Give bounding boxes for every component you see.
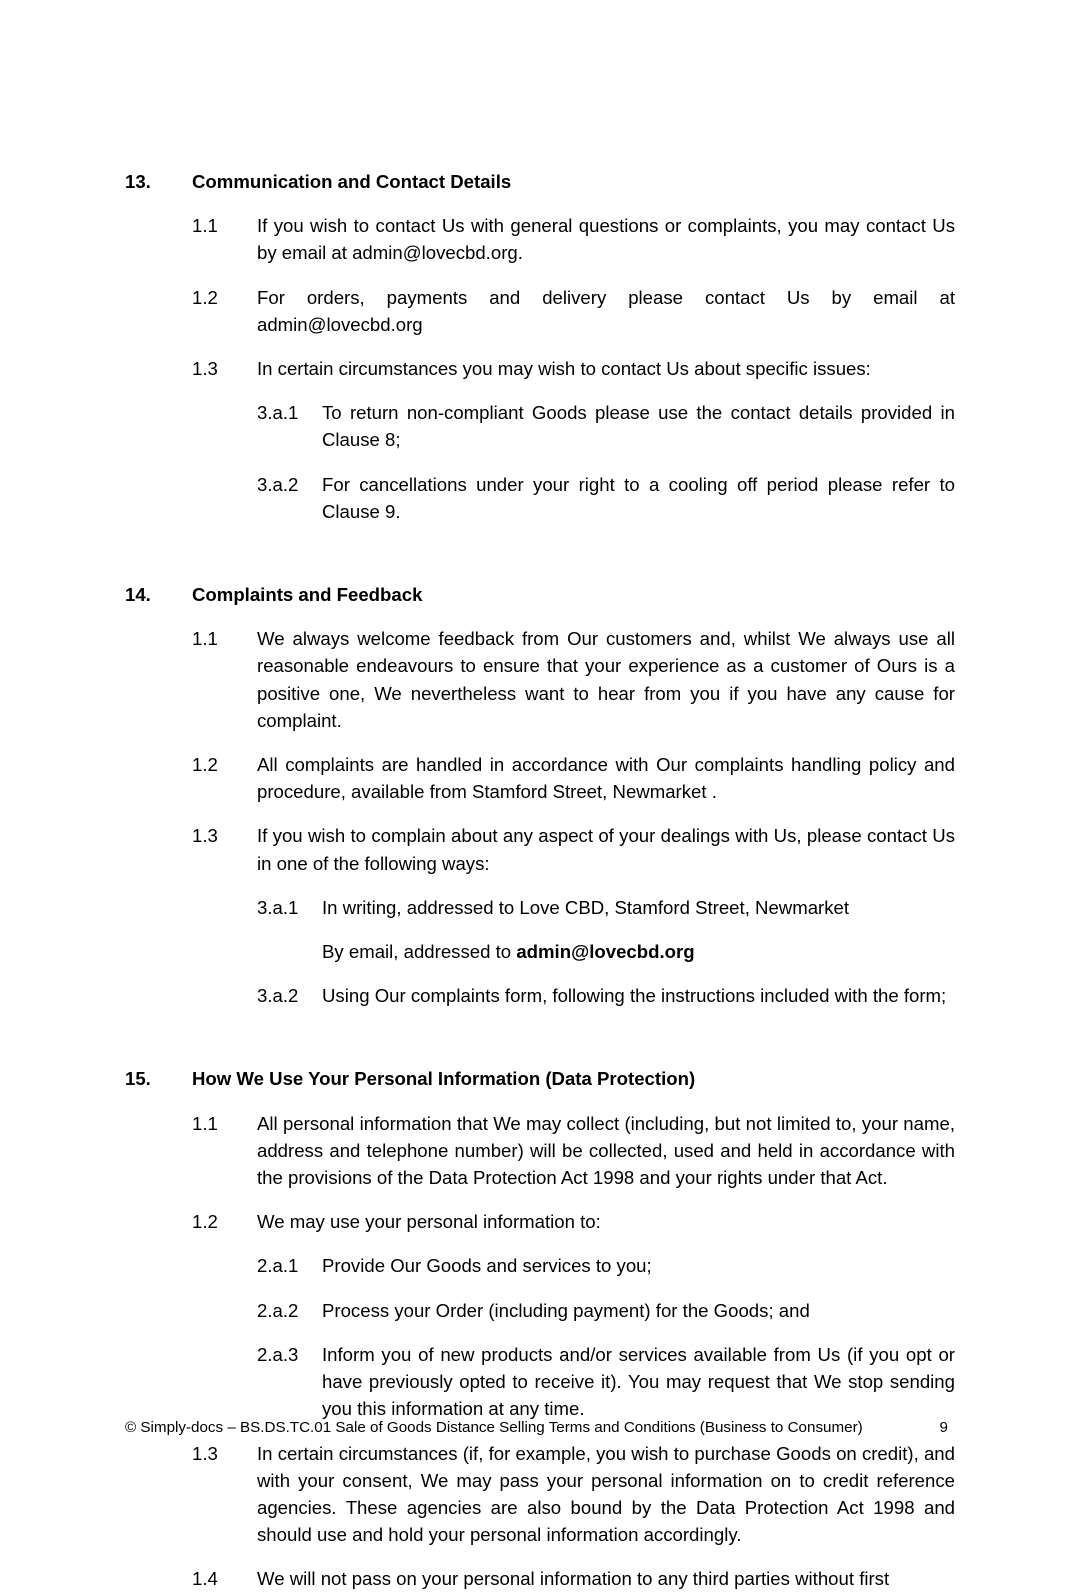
subclause-text: In writing, addressed to Love CBD, Stamford Street, Newmarket [322,896,850,918]
clause-number: 1.3 [192,1442,218,1464]
clause-number: 1.2 [192,286,218,308]
section-number: 14. [125,584,151,606]
clause-text: In certain circumstances you may wish to contact Us about specific issues: [257,358,871,380]
clause-15-1-4 [192,1565,955,1592]
email-address: admin@lovecbd.org [516,941,695,963]
clause-text: All complaints are handled in accordance with Our complaints handling policy and procedure, available from Stamford Street, Newmarket . [257,754,955,803]
section-number: 13. [125,171,151,192]
clause-number: 1.2 [192,754,218,776]
subclause-text: For cancellations under your right to a cooling off period please refer to Clause 9. [322,473,955,522]
clause-text: All personal information that We may collect (including, but not limited to, your name, address and telephone number) will be collected, used and held in accordance with the provisions of the Data Protection Act 1998 and your rights under that Act. [257,1112,955,1189]
clause-number: 1.1 [192,215,218,237]
subclause-text: Inform you of new products and/or services available from Us (if you opt or have previously opted to receive it). You may request that We stop sending you this information at any time. [322,1343,955,1420]
clause-number: 1.1 [192,1112,218,1134]
clause-text: We always welcome feedback from Our customers and, whilst We always use all reasonable endeavours to ensure that your experience as a customer of Ours is a positive one, We nevertheless want to hear from you if you have any cause for complaint. [257,628,955,731]
subclause-14-3-a-1 [257,894,955,921]
clause-14-1-1 [192,625,955,734]
section-14 [125,581,955,1009]
section-heading-14 [125,581,955,608]
subclause-number: 3.a.2 [257,985,299,1007]
email-line-prefix: By email, addressed to [322,941,517,963]
section-15 [125,1065,955,1592]
section-number: 15. [125,1068,151,1090]
clause-number: 1.1 [192,628,218,650]
footer-page-number: 9 [939,1419,948,1436]
subclause-number: 2.a.1 [257,1255,299,1277]
clause-text: If you wish to contact Us with general questions or complaints, you may contact Us by email at admin@lovecbd.org. [257,215,955,264]
section-13 [125,168,955,525]
section-title: Complaints and Feedback [192,584,423,606]
subclause-number: 3.a.1 [257,402,299,424]
document-body [125,168,955,1593]
clause-13-1-3 [192,355,955,382]
subclause-13-3-a-2 [257,471,955,525]
clause-number: 1.3 [192,825,218,847]
clause-text: For orders, payments and delivery please contact Us by email at admin@lovecbd.org [257,286,955,335]
clause-15-1-1 [192,1110,955,1192]
clause-text: If you wish to complain about any aspect of your dealings with Us, please contact Us in one of the following ways: [257,825,955,874]
clause-text: In certain circumstances (if, for example, you wish to purchase Goods on credit), and with your consent, We may pass your personal information on to credit reference agencies. These agencies are also bound by the Data Protection Act 1998 and should use and hold your personal information accordingly. [257,1442,955,1546]
section-title: How We Use Your Personal Information (Data Protection) [192,1068,696,1090]
subclause-number: 2.a.2 [257,1299,299,1321]
clause-15-1-3 [192,1440,955,1549]
subclause-15-2-a-3 [257,1341,955,1423]
subclause-text: Process your Order (including payment) for the Goods; and [322,1299,810,1321]
clause-14-1-3 [192,822,955,876]
section-heading-15 [125,1065,955,1092]
clause-text: We will not pass on your personal information to any third parties without first [257,1568,890,1590]
subclause-15-2-a-2 [257,1297,955,1324]
clause-number: 1.4 [192,1568,218,1590]
subclause-14-3-a-2 [257,982,955,1009]
subclause-text: To return non-compliant Goods please use the contact details provided in Clause 8; [322,402,955,451]
section-heading-13 [125,168,955,195]
subclause-15-2-a-1 [257,1252,955,1279]
clause-13-1-2 [192,284,955,338]
clause-15-1-2 [192,1208,955,1235]
subclause-14-3-a-1-email-line [322,938,955,965]
subclause-text: Provide Our Goods and services to you; [322,1255,652,1277]
clause-text: We may use your personal information to: [257,1211,601,1233]
footer-copyright-text: © Simply-docs – BS.DS.TC.01 Sale of Goods Distance Selling Terms and Conditions (Business to Consumer) [125,1419,863,1436]
subclause-number: 3.a.2 [257,473,299,495]
clause-14-1-2 [192,751,955,805]
subclause-13-3-a-1 [257,399,955,453]
clause-number: 1.2 [192,1211,218,1233]
subclause-number: 3.a.1 [257,896,299,918]
page-footer [125,1418,955,1438]
subclause-number: 2.a.3 [257,1343,299,1365]
subclause-text: Using Our complaints form, following the instructions included with the form; [322,985,947,1007]
section-title: Communication and Contact Details [192,171,512,192]
clause-13-1-1 [192,212,955,266]
clause-number: 1.3 [192,358,218,380]
